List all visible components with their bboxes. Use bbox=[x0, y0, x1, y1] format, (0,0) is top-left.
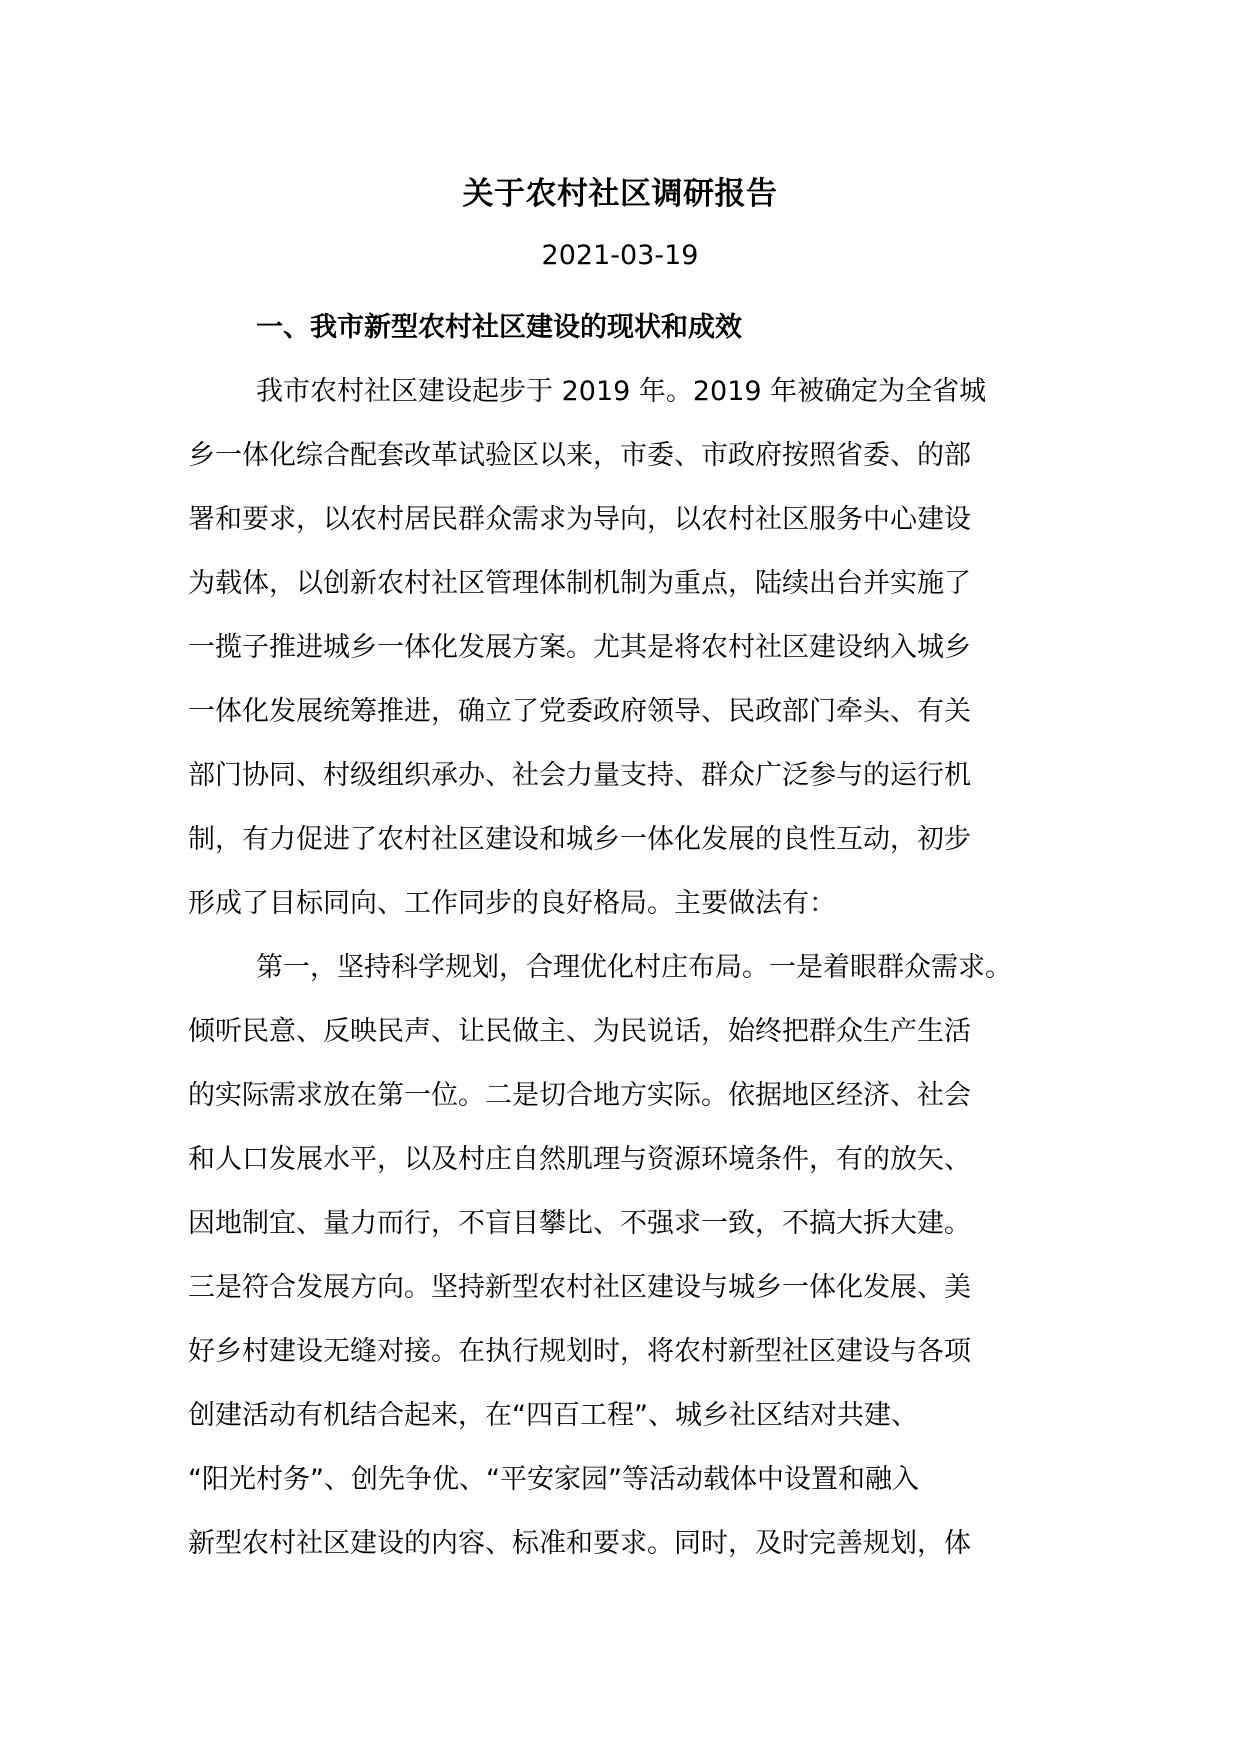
paragraph-line: 新型农村社区建设的内容、标准和要求。同时，及时完善规划，体 bbox=[188, 1528, 971, 1559]
paragraph-line: 一揽子推进城乡一体化发展方案。尤其是将农村社区建设纳入城乡 bbox=[188, 632, 971, 663]
paragraph-line: 为载体，以创新农村社区管理体制机制为重点，陆续出台并实施了 bbox=[188, 568, 971, 599]
paragraph-line: 制，有力促进了农村社区建设和城乡一体化发展的良性互动，初步 bbox=[188, 824, 971, 855]
paragraph-line: “阳光村务”、创先争优、“平安家园”等活动载体中设置和融入 bbox=[188, 1464, 919, 1495]
paragraph-line: 创建活动有机结合起来，在“四百工程”、城乡社区结对共建、 bbox=[188, 1400, 918, 1431]
paragraph-line: 部门协同、村级组织承办、社会力量支持、群众广泛参与的运行机 bbox=[188, 760, 971, 791]
document-date: 2021-03-19 bbox=[541, 240, 699, 271]
paragraph-line: 一体化发展统筹推进，确立了党委政府领导、民政部门牵头、有关 bbox=[188, 696, 971, 727]
paragraph-line: 乡一体化综合配套改革试验区以来，市委、市政府按照省委、的部 bbox=[188, 440, 971, 471]
paragraph-line: 三是符合发展方向。坚持新型农村社区建设与城乡一体化发展、美 bbox=[188, 1272, 971, 1303]
paragraph-line: 我市农村社区建设起步于 2019 年。2019 年被确定为全省城 bbox=[256, 376, 987, 407]
section-heading: 一、我市新型农村社区建设的现状和成效 bbox=[256, 312, 742, 343]
paragraph-line: 倾听民意、反映民声、让民做主、为民说话，始终把群众生产生活 bbox=[188, 1016, 971, 1047]
paragraph-line: 和人口发展水平，以及村庄自然肌理与资源环境条件，有的放矢、 bbox=[188, 1144, 971, 1175]
paragraph-line: 第一，坚持科学规划，合理优化村庄布局。一是着眼群众需求。 bbox=[256, 952, 1012, 983]
paragraph-line: 署和要求，以农村居民群众需求为导向，以农村社区服务中心建设 bbox=[188, 504, 971, 535]
document-title: 关于农村社区调研报告 bbox=[462, 176, 778, 212]
paragraph-line: 因地制宜、量力而行，不盲目攀比、不强求一致，不搞大拆大建。 bbox=[188, 1208, 971, 1239]
paragraph-line: 形成了目标同向、工作同步的良好格局。主要做法有： bbox=[188, 888, 836, 919]
paragraph-line: 的实际需求放在第一位。二是切合地方实际。依据地区经济、社会 bbox=[188, 1080, 971, 1111]
paragraph-line: 好乡村建设无缝对接。在执行规划时，将农村新型社区建设与各项 bbox=[188, 1336, 971, 1367]
